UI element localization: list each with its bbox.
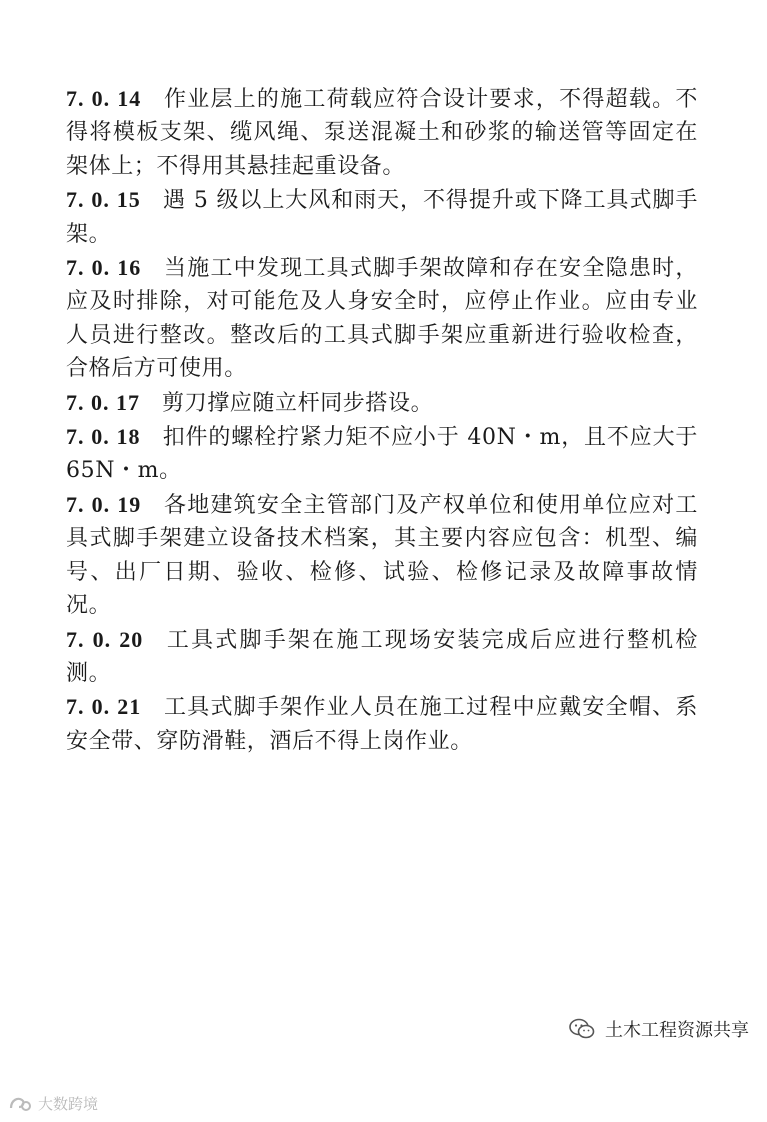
clause-text: 作业层上的施工荷载应符合设计要求，不得超载。不得将模板支架、缆风绳、泵送混凝土和砂浆的输送管等固定在架体上；不得用其悬挂起重设备。: [66, 87, 698, 179]
clause-number: 7. 0. 18: [66, 424, 141, 450]
clause-number: 7. 0. 19: [66, 491, 142, 517]
clause-7-0-17: [66, 386, 698, 420]
clause-number: 7. 0. 20: [66, 626, 144, 652]
clause-text: 工具式脚手架在施工现场安装完成后应进行整机检测。: [66, 627, 698, 686]
source-watermark: [569, 1016, 749, 1042]
clause-number: 7. 0. 21: [66, 694, 142, 720]
clause-7-0-21: [66, 690, 698, 758]
clause-number: 7. 0. 17: [66, 389, 140, 415]
corner-watermark-text: 大数跨境: [38, 1095, 99, 1113]
clause-number: 7. 0. 16: [66, 255, 142, 281]
clause-7-0-16: [66, 251, 698, 386]
clause-7-0-19: [66, 488, 698, 623]
clause-number: 7. 0. 15: [66, 187, 141, 213]
wechat-icon: [569, 1018, 595, 1040]
clause-text: 扣件的螺栓拧紧力矩不应小于 40N・m，且不应大于 65N・m。: [66, 425, 699, 484]
clause-7-0-20: [66, 623, 698, 691]
clause-number: 7. 0. 14: [66, 86, 142, 111]
clause-list: [66, 82, 698, 758]
clause-text: 剪刀撑应随立杆同步搭设。: [162, 390, 434, 416]
logo-icon: [8, 1094, 32, 1114]
clause-7-0-18: [66, 420, 698, 488]
clause-7-0-14: [66, 82, 698, 183]
clause-text: 当施工中发现工具式脚手架故障和存在安全隐患时，应及时排除，对可能危及人身安全时，应停止作业。应由专业人员进行整改。整改后的工具式脚手架应重新进行验收检查，合格后方可使用。: [66, 256, 698, 382]
clause-text: 遇 5 级以上大风和雨天，不得提升或下降工具式脚手架。: [66, 188, 698, 247]
clause-text: 工具式脚手架作业人员在施工过程中应戴安全帽、系安全带、穿防滑鞋，酒后不得上岗作业。: [66, 695, 698, 754]
source-watermark-text: 土木工程资源共享: [605, 1020, 749, 1041]
clause-7-0-15: [66, 183, 698, 251]
clause-text: 各地建筑安全主管部门及产权单位和使用单位应对工具式脚手架建立设备技术档案，其主要内容应包含：机型、编号、出厂日期、验收、检修、试验、检修记录及故障事故情况。: [66, 492, 698, 619]
corner-watermark: [8, 1093, 98, 1114]
